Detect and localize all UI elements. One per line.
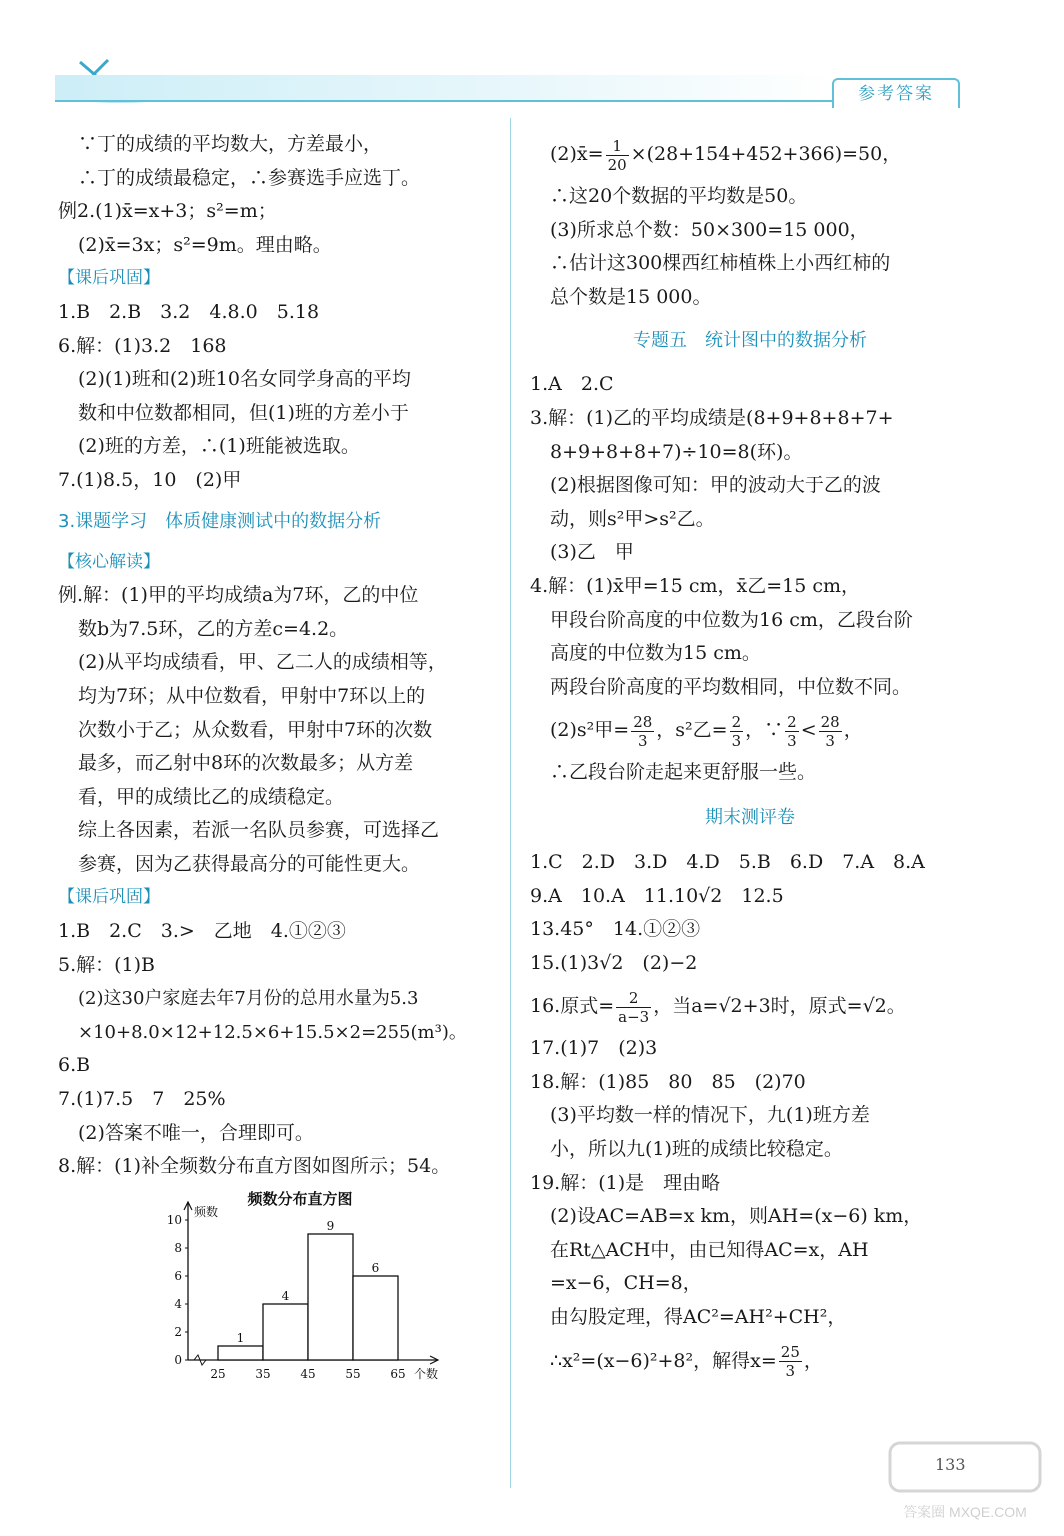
chart-title: 频数分布直方图 <box>247 1189 353 1208</box>
text-line: 总个数是15 000。 <box>550 285 712 308</box>
text-span: ，s²乙= <box>656 719 728 742</box>
answer-line: 4.解：(1)x̄甲=15 cm，x̄乙=15 cm， <box>530 574 861 597</box>
right-column <box>530 128 970 1387</box>
y-tick-label: 2 <box>174 1324 182 1339</box>
text-line: 看，甲的成绩比乙的成绩稳定。 <box>78 785 345 808</box>
text-line: 数和中位数都相同，但(1)班的方差小于 <box>78 401 409 424</box>
x-tick-label: 55 <box>345 1366 361 1381</box>
fraction-numerator: 2 <box>731 712 742 731</box>
bar-value-label: 1 <box>236 1330 245 1345</box>
x-tick-label: 45 <box>300 1366 316 1381</box>
text-span: < <box>800 719 817 742</box>
text-line: (3)乙 甲 <box>550 541 634 564</box>
fraction-numerator: 25 <box>780 1343 800 1362</box>
fraction-numerator: 1 <box>606 137 629 156</box>
text-line: (2)(1)班和(2)班10名女同学身高的平均 <box>78 368 411 391</box>
text-span: (2)s²甲= <box>550 719 630 742</box>
answer-line: 8.解：(1)补全频数分布直方图如图所示；54。 <box>58 1155 451 1178</box>
text-line: 例.解：(1)甲的平均成绩a为7环，乙的中位 <box>58 584 419 607</box>
fraction <box>785 713 799 750</box>
text-line: (2)x̄=3x；s²=9m。理由略。 <box>78 233 332 256</box>
text-line: (2)从平均成绩看，甲、乙二人的成绩相等， <box>78 651 447 674</box>
text-span: ∴x²=(x−6)²+8²，解得x= <box>550 1349 777 1372</box>
bar-value-label: 9 <box>326 1218 335 1233</box>
text-line: 数b为7.5环，乙的方差c=4.2。 <box>78 617 349 640</box>
formula-line <box>530 128 970 180</box>
page-number: 133 <box>935 1455 966 1474</box>
histogram-bar <box>263 1304 308 1360</box>
bar-value-label: 4 <box>281 1288 290 1303</box>
fraction-numerator: 2 <box>787 712 797 731</box>
answer-line: 7.(1)7.5 7 25% <box>58 1088 226 1111</box>
text-line: 小，所以九(1)班的成绩比较稳定。 <box>550 1138 843 1161</box>
text-line: 高度的中位数为15 cm。 <box>550 642 761 665</box>
text-line: =x−6，CH=8， <box>550 1272 702 1295</box>
fraction <box>779 1343 802 1380</box>
text-line: 在Rt△ACH中，由已知得AC=x，AH <box>550 1238 869 1261</box>
answer-line: 9.A 10.A 11.10√2 12.5 <box>530 884 784 907</box>
fraction-denominator: a−3 <box>618 1007 650 1026</box>
text-line: 动，则s²甲>s²乙。 <box>550 507 715 530</box>
answer-line: 17.(1)7 (2)3 <box>530 1037 658 1060</box>
y-tick-label: 4 <box>174 1296 182 1311</box>
text-line: (3)平均数一样的情况下，九(1)班方差 <box>550 1104 870 1127</box>
fraction <box>819 713 842 750</box>
text-line: 次数小于乙；从众数看，甲射中7环的次数 <box>78 718 433 741</box>
answer-line: 6.解：(1)3.2 168 <box>58 334 227 357</box>
histogram-bar <box>353 1276 398 1360</box>
fraction-denominator: 3 <box>787 731 797 750</box>
text-span: 16.原式= <box>530 995 615 1018</box>
section-heading: 3.课题学习 体质健康测试中的数据分析 <box>58 510 382 532</box>
section-tag: 【课后巩固】 <box>58 268 160 289</box>
watermark-logo-icon <box>880 1435 1050 1530</box>
text-line: ×10+8.0×12+12.5×6+15.5×2=255(m³)。 <box>78 1021 467 1043</box>
x-tick-label: 65 <box>390 1366 406 1381</box>
formula-line <box>530 980 970 1032</box>
y-tick-label: 8 <box>174 1240 182 1255</box>
answer-line: 3.解：(1)乙的平均成绩是(8+9+8+8+7+ <box>530 406 894 429</box>
text-span: ， <box>803 1349 823 1372</box>
fraction <box>631 713 654 750</box>
answer-line: 5.解：(1)B <box>58 953 156 976</box>
fraction-denominator: 3 <box>825 731 835 750</box>
y-tick-label: 6 <box>174 1268 182 1283</box>
answer-line: 6.B <box>58 1054 91 1077</box>
y-axis-label: 频数 <box>194 1204 219 1219</box>
section-heading: 期末测评卷 <box>705 806 795 828</box>
text-line: 两段台阶高度的平均数相同，中位数不同。 <box>550 675 912 698</box>
answer-line: 1.B 2.B 3.2 4.8.0 5.18 <box>58 300 320 323</box>
y-tick-label: 10 <box>166 1212 182 1227</box>
fraction-numerator: 28 <box>633 712 653 731</box>
text-line: 参赛，因为乙获得最高分的可能性更大。 <box>78 852 421 875</box>
answer-line: 19.解：(1)是 理由略 <box>530 1171 721 1194</box>
fraction-denominator: 3 <box>785 1362 796 1381</box>
x-axis-label: 个数 <box>414 1366 439 1381</box>
text-span: (2)x̄= <box>550 143 604 165</box>
fraction <box>730 713 744 750</box>
histogram-figure <box>58 1190 490 1399</box>
section-heading: 专题五 统计图中的数据分析 <box>633 330 867 352</box>
text-line: 8+9+8+8+7)÷10=8(环)。 <box>550 440 803 463</box>
fraction <box>606 137 629 174</box>
fraction-denominator: 20 <box>607 155 627 174</box>
bar-value-label: 6 <box>371 1260 380 1275</box>
histogram-bar <box>218 1346 263 1360</box>
column-divider <box>510 118 511 1488</box>
fraction <box>616 989 651 1026</box>
text-line: 最多，而乙射中8环的次数最多；从方差 <box>78 752 414 775</box>
page-header <box>0 0 1064 110</box>
text-span: ×(28+154+452+366)=50， <box>630 143 902 165</box>
watermark-text: 答案圈 MXQE.COM <box>903 1504 1027 1520</box>
left-column <box>58 128 490 1399</box>
section-tag: 【课后巩固】 <box>58 887 160 908</box>
fraction-denominator: 3 <box>731 731 742 750</box>
text-line: ∴乙段台阶走起来更舒服一些。 <box>550 761 817 784</box>
answer-line: 1.C 2.D 3.D 4.D 5.B 6.D 7.A 8.A <box>530 850 925 873</box>
section-tag: 【核心解读】 <box>58 551 160 572</box>
answer-line: 1.B 2.C 3.> 乙地 4.①②③ <box>58 920 346 943</box>
text-line: ∴这20个数据的平均数是50。 <box>550 185 808 207</box>
text-line: 由勾股定理，得AC²=AH²+CH²， <box>550 1306 847 1329</box>
watermark <box>880 1435 1050 1530</box>
text-line: (3)所求总个数：50×300=15 000， <box>550 218 869 241</box>
answer-line: 15.(1)3√2 (2)−2 <box>530 951 698 974</box>
fraction-numerator: 2 <box>616 989 651 1008</box>
text-line: 甲段台阶高度的中位数为16 cm，乙段台阶 <box>550 608 913 631</box>
x-tick-label: 35 <box>255 1366 271 1381</box>
text-line: 综上各因素，若派一名队员参赛，可选择乙 <box>78 819 440 842</box>
text-line: ∵丁的成绩的平均数大，方差最小， <box>78 133 383 155</box>
text-line: (2)设AC=AB=x km，则AH=(x−6) km， <box>550 1205 923 1228</box>
text-line: (2)这30户家庭去年7月份的总用水量为5.3 <box>78 988 419 1010</box>
text-line: ∴丁的成绩最稳定，∴参赛选手应选丁。 <box>78 166 421 189</box>
header-band <box>55 75 835 101</box>
text-span: ，∵ <box>745 719 784 742</box>
text-line: 例2.(1)x̄=x+3；s²=m； <box>58 200 277 223</box>
text-line: ∴估计这300棵西红柿植株上小西红柿的 <box>550 252 891 275</box>
fraction-numerator: 28 <box>820 712 840 731</box>
histogram-bar <box>308 1234 353 1360</box>
histogram-chart <box>150 1190 470 1395</box>
text-span: ， <box>843 719 863 742</box>
y-tick-label: 0 <box>174 1352 182 1367</box>
answer-line: 7.(1)8.5，10 (2)甲 <box>58 468 242 491</box>
x-tick-label: 25 <box>210 1366 226 1381</box>
section-badge: 参考答案 <box>832 78 960 108</box>
answer-line: 13.45° 14.①②③ <box>530 918 701 941</box>
text-line: (2)班的方差，∴(1)班能被选取。 <box>78 435 360 458</box>
answer-line: 1.A 2.C <box>530 373 614 396</box>
text-span: ，当a=√2+3时，原式=√2。 <box>653 995 906 1018</box>
formula-line <box>530 704 970 756</box>
answer-line: 18.解：(1)85 80 85 (2)70 <box>530 1070 806 1093</box>
text-line: 均为7环；从中位数看，甲射中7环以上的 <box>78 684 426 707</box>
header-rule <box>55 100 960 102</box>
text-line: (2)根据图像可知：甲的波动大于乙的波 <box>550 474 881 497</box>
text-line: (2)答案不唯一，合理即可。 <box>78 1121 314 1144</box>
formula-line <box>530 1335 970 1387</box>
fraction-denominator: 3 <box>637 731 648 750</box>
